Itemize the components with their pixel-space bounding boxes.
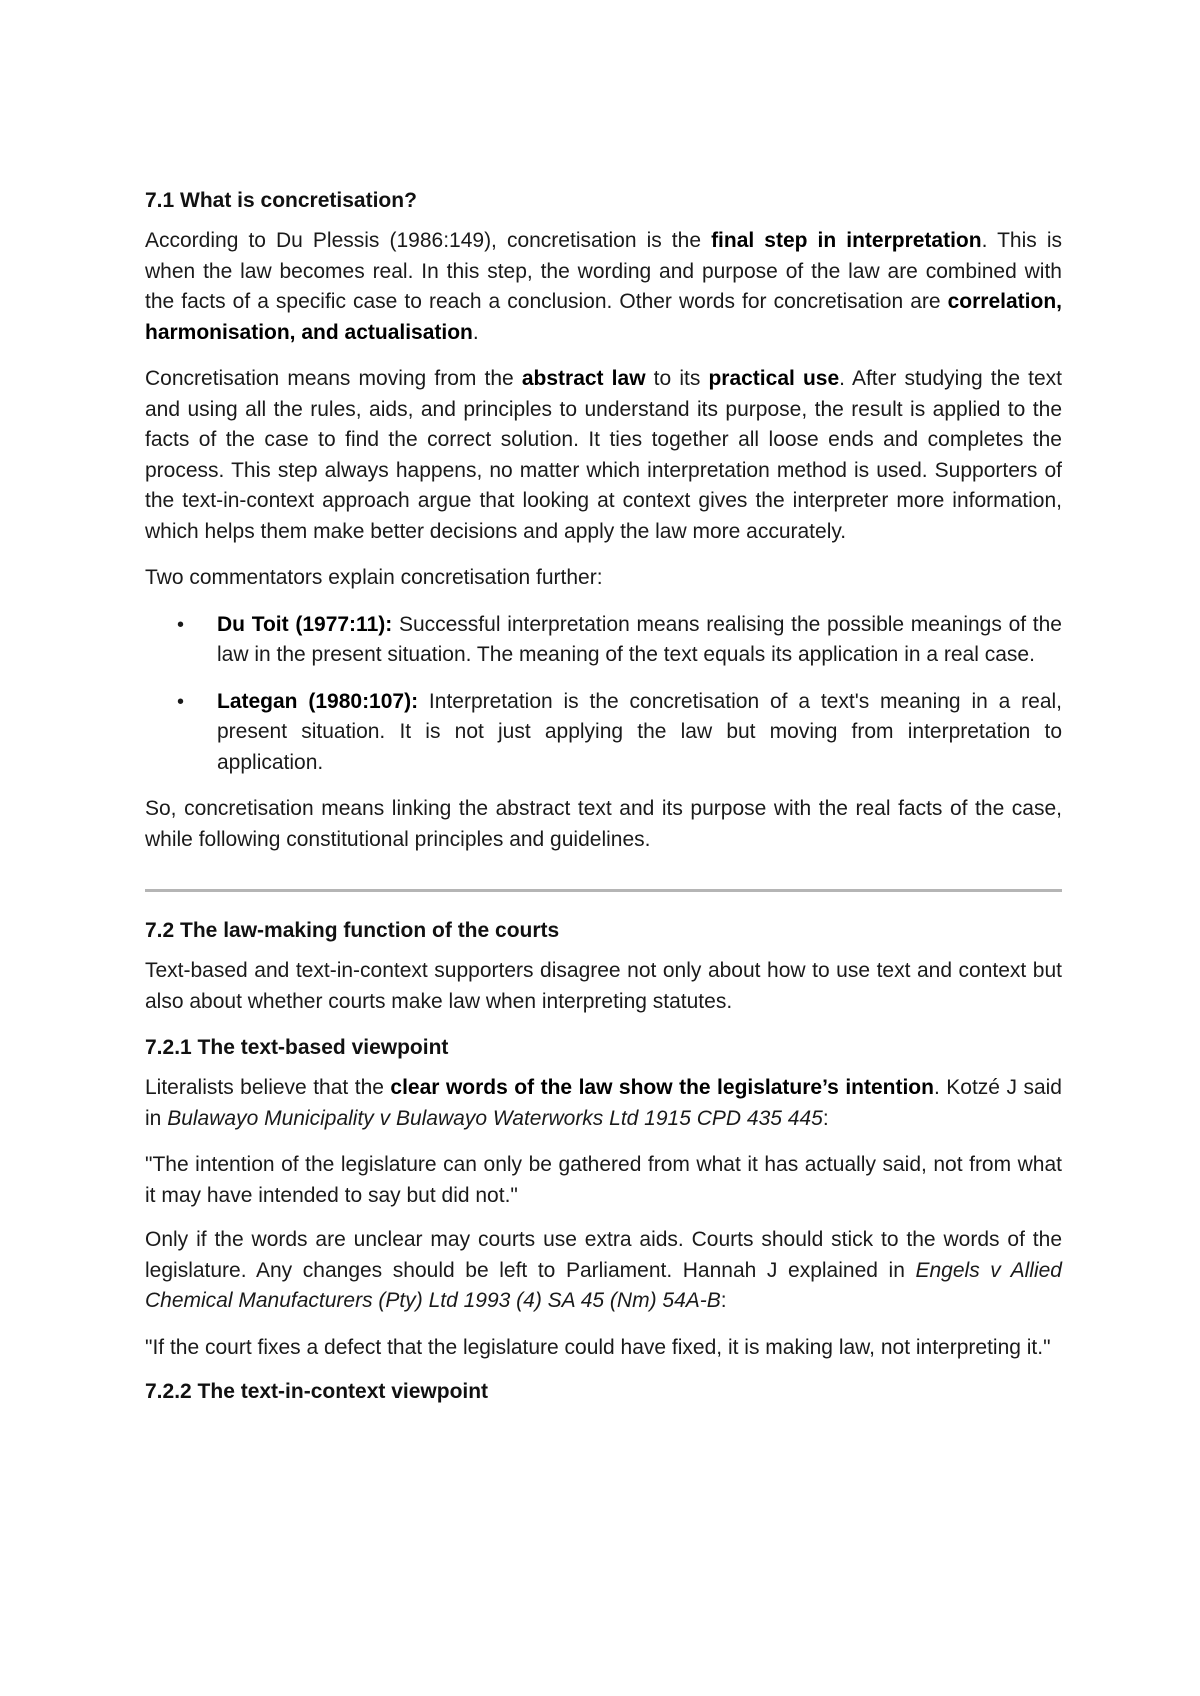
- section-heading-7-1: 7.1 What is concretisation?: [145, 189, 417, 212]
- paragraph-extra-aids: Only if the words are unclear may courts use extra aids. Courts should stick to the words of the legislature. Any changes should be left to Parliament. Hannah J explained in Engels v Allied Chemical Manufacturers (Pty) Ltd 1993 (4) SA 45 (Nm) 54A-B:: [145, 1228, 1062, 1312]
- paragraph-abstract-to-practical: Concretisation means moving from the abstract law to its practical use. After studying the text and using all the rules, aids, and principles to understand its purpose, the result is applied to the facts of the case to find the correct solution. It ties together all loose ends and completes the process. This step always happens, no matter which interpretation method is used. Supporters of the text-in-context approach argue that looking at context gives the interpreter more information, which helps them make better decisions and apply the law more accurately.: [145, 367, 1062, 543]
- quote-hannah: "If the court fixes a defect that the legislature could have fixed, it is making law, not interpreting it.": [145, 1335, 1051, 1359]
- quote-kotze: "The intention of the legislature can only be gathered from what it has actually said, not from what it may have intended to say but did not.": [145, 1153, 1062, 1207]
- paragraph-summary: So, concretisation means linking the abstract text and its purpose with the real facts of the case, while following constitutional principles and guidelines.: [145, 797, 1062, 851]
- list-item: • Du Toit (1977:11): Successful interpretation means realising the possible meanings of the law in the present situation. The meaning of the text equals its application in a real case.: [217, 610, 1062, 671]
- paragraph-literalists: Literalists believe that the clear words of the law show the legislature’s intention. Kotzé J said in Bulawayo Municipality v Bulawayo Waterworks Ltd 1915 CPD 435 445:: [145, 1076, 1062, 1130]
- paragraph-commentators-intro: Two commentators explain concretisation further:: [145, 566, 603, 589]
- section-heading-7-2-1: 7.2.1 The text-based viewpoint: [145, 1036, 449, 1059]
- list-item: • Lategan (1980:107): Interpretation is the concretisation of a text's meaning in a real, present situation. It is not just applying the law but moving from interpretation to application.: [217, 687, 1062, 779]
- document-page: [145, 186, 1062, 1417]
- section-divider: [145, 889, 1062, 892]
- commentators-list: [145, 610, 1062, 779]
- paragraph-disagreement: Text-based and text-in-context supporters disagree not only about how to use text and context but also about whether courts make law when interpreting statutes.: [145, 959, 1062, 1013]
- section-heading-7-2-2: 7.2.2 The text-in-context viewpoint: [145, 1380, 489, 1403]
- paragraph-definition: According to Du Plessis (1986:149), concretisation is the final step in interpretation. This is when the law becomes real. In this step, the wording and purpose of the law are combined with the facts of a specific case to reach a conclusion. Other words for concretisation are correlation, harmonisation, and actualisation.: [145, 229, 1063, 344]
- section-heading-7-2: 7.2 The law-making function of the courts: [145, 919, 560, 942]
